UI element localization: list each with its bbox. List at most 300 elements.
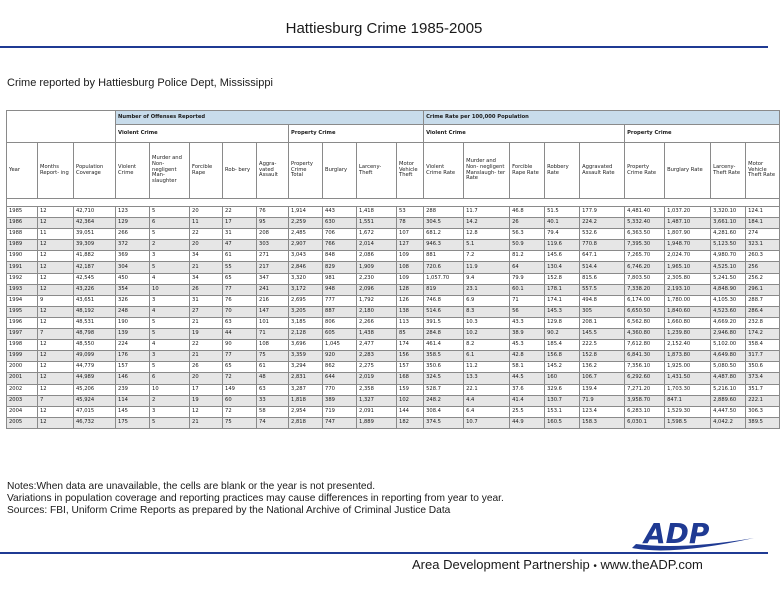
column-header-row [7,143,780,199]
footer-org: Area Development Partnership [412,557,590,572]
table-cell: 109 [397,273,424,284]
table-cell: 8.3 [464,306,510,317]
table-cell: 7,803.50 [625,273,665,284]
table-cell: 7.2 [464,251,510,262]
table-cell: 1992 [7,273,38,284]
table-cell: 647.1 [580,251,625,262]
footer [412,557,703,572]
table-cell: 19 [190,329,223,340]
table-cell: 2005 [7,417,38,428]
table-cell: 46,732 [74,417,116,428]
column-header: Property Crime Rate [625,143,665,199]
table-cell: 23.1 [464,284,510,295]
table-cell: 21 [190,351,223,362]
table-cell: 217 [257,262,289,273]
table-cell: 145.3 [545,306,580,317]
table-cell: 256.2 [746,273,780,284]
table-cell: 41,882 [74,251,116,262]
table-cell: 61 [223,251,257,262]
table-cell: 39,309 [74,240,116,251]
table-cell: 3 [150,406,190,417]
table-cell: 21 [190,317,223,328]
table-cell: 1,598.5 [665,417,711,428]
table-cell: 71 [510,295,545,306]
table-cell: 106.7 [580,373,625,384]
table-cell: 185.4 [545,340,580,351]
table-cell: 168 [397,373,424,384]
table-cell: 72 [223,406,257,417]
table-cell: 39,051 [74,229,116,240]
table-cell: 1,057.70 [424,273,464,284]
table-cell: 5,080.50 [711,362,746,373]
table-cell: 53 [397,207,424,218]
table-cell: 1,487.10 [665,218,711,229]
table-cell: 1,818 [289,395,323,406]
table-row [7,251,780,262]
table-cell: 6.4 [464,406,510,417]
table-cell: 5 [150,229,190,240]
footer-url[interactable]: www.theADP.com [600,557,703,572]
table-cell: 644 [323,373,357,384]
table-cell: 4 [150,273,190,284]
table-cell: 1,792 [357,295,397,306]
table-cell: 3,320 [289,273,323,284]
table-cell: 2,907 [289,240,323,251]
table-cell: 746.8 [424,295,464,306]
table-cell: 1989 [7,240,38,251]
column-header: Forcible Rape Rate [510,143,545,199]
table-cell: 156.8 [545,351,580,362]
table-cell: 7,271.20 [625,384,665,395]
table-cell: 248 [116,306,150,317]
table-cell: 770 [323,384,357,395]
table-cell: 174 [397,340,424,351]
table-cell: 12 [38,362,74,373]
table-cell: 2 [150,240,190,251]
table-cell: 12 [38,284,74,295]
table-cell: 6 [150,218,190,229]
table-cell: 37.6 [510,384,545,395]
table-cell: 10 [150,284,190,295]
table-cell: 308.4 [424,406,464,417]
table-cell: 20 [190,373,223,384]
table-cell: 4,447.50 [711,406,746,417]
table-cell: 241 [257,284,289,295]
footer-separator: • [593,561,597,572]
table-cell: 326 [116,295,150,306]
table-cell: 7,338.20 [625,284,665,295]
table-cell: 41.4 [510,395,545,406]
table-cell: 17 [190,384,223,395]
table-cell: 1,551 [357,218,397,229]
table-cell: 119.6 [545,240,580,251]
table-cell: 17 [223,218,257,229]
note-line: Variations in population coverage and reporting practices may cause differences in reporting from year to year. [7,493,504,504]
table-cell: 5,332.40 [625,218,665,229]
table-cell: 2,230 [357,273,397,284]
table-cell: 56.3 [510,229,545,240]
table-cell: 58 [257,406,289,417]
table-cell: 26 [190,362,223,373]
table-cell: 2,024.70 [665,251,711,262]
table-cell: 5 [150,417,190,428]
table-cell: 12 [38,373,74,384]
table-cell: 2,086 [357,251,397,262]
table-cell: 123 [116,207,150,218]
table-cell: 391.5 [424,317,464,328]
table-cell: 129 [116,218,150,229]
table-cell: 156 [397,351,424,362]
table-cell: 60.1 [510,284,545,295]
table-cell: 152.8 [580,351,625,362]
header-corner [7,111,116,143]
column-header: Motor Vehicle Theft Rate [746,143,780,199]
table-cell: 12 [38,351,74,362]
violent-crime-rate-header: Violent Crime [424,125,625,143]
table-cell: 4,487.80 [711,373,746,384]
table-cell: 22.1 [464,384,510,395]
table-cell: 13.3 [464,373,510,384]
table-cell: 881 [424,251,464,262]
table-cell: 31 [223,229,257,240]
table-cell: 136.2 [580,362,625,373]
table-cell: 139.4 [580,384,625,395]
table-cell: 43,651 [74,295,116,306]
table-cell: 354 [116,284,150,295]
table-cell: 19 [190,395,223,406]
table-cell: 26 [510,218,545,229]
table-cell: 11 [38,229,74,240]
table-cell: 720.6 [424,262,464,273]
table-cell: 42,364 [74,218,116,229]
table-cell: 178.1 [545,284,580,295]
table-cell: 48,798 [74,329,116,340]
table-cell: 528.7 [424,384,464,395]
table-cell: 12 [38,207,74,218]
table-cell: 20 [190,207,223,218]
table-cell: 45.3 [510,340,545,351]
table-cell: 7,612.80 [625,340,665,351]
column-header: Population Coverage [74,143,116,199]
table-cell: 2001 [7,373,38,384]
table-cell: 306.3 [746,406,780,417]
table-cell: 130.4 [545,262,580,273]
table-cell: 1997 [7,329,38,340]
table-cell: 3,185 [289,317,323,328]
table-cell: 5 [150,262,190,273]
table-row [7,262,780,273]
table-row [7,317,780,328]
table-cell: 152.8 [545,273,580,284]
table-row [7,306,780,317]
table-cell: 71 [257,329,289,340]
table-cell: 2,019 [357,373,397,384]
table-cell: 12 [38,240,74,251]
table-cell: 14.2 [464,218,510,229]
table-cell: 10.7 [464,417,510,428]
table-cell: 177.9 [580,207,625,218]
table-cell: 5,102.00 [711,340,746,351]
table-cell: 222.1 [746,395,780,406]
table-cell: 6,746.20 [625,262,665,273]
table-cell: 1998 [7,340,38,351]
table-cell: 42,710 [74,207,116,218]
table-cell: 862 [323,362,357,373]
table-cell: 77 [223,351,257,362]
table-cell: 2,128 [289,329,323,340]
table-cell: 256 [746,262,780,273]
table-cell: 1,840.60 [665,306,711,317]
table-subtitle: Crime reported by Hattiesburg Police Dept, Mississippi [7,77,273,89]
table-cell: 4,848.90 [711,284,746,295]
table-row [7,362,780,373]
note-line: Sources: FBI, Uniform Crime Reports as prepared by the National Archive of Criminal Justice Data [7,505,451,516]
table-cell: 113 [397,317,424,328]
column-header: Aggra- vated Assault [257,143,289,199]
table-cell: 123.4 [580,406,625,417]
table-cell: 44,989 [74,373,116,384]
table-row [7,340,780,351]
table-cell: 77 [223,284,257,295]
table-cell: 42,545 [74,273,116,284]
table-row [7,207,780,218]
table-cell: 4,281.60 [711,229,746,240]
table-cell: 4,105.30 [711,295,746,306]
table-cell: 70 [223,306,257,317]
table-cell: 373.4 [746,373,780,384]
table-cell: 1991 [7,262,38,273]
table-cell: 3,043 [289,251,323,262]
table-cell: 9 [38,295,74,306]
table-cell: 829 [323,262,357,273]
table-cell: 2,477 [357,340,397,351]
table-cell: 10.2 [464,329,510,340]
table-cell: 6.1 [464,351,510,362]
group-rates-header: Crime Rate per 100,000 Population [424,111,780,125]
table-cell: 147 [257,306,289,317]
table-cell: 48,531 [74,317,116,328]
table-cell: 44.9 [510,417,545,428]
table-cell: 305 [580,306,625,317]
table-cell: 175 [116,417,150,428]
table-cell: 79.9 [510,273,545,284]
column-header: Larceny- Theft Rate [711,143,746,199]
table-cell: 145.2 [545,362,580,373]
table-cell: 34 [190,251,223,262]
table-row [7,273,780,284]
table-cell: 948 [323,284,357,295]
table-cell: 42.8 [510,351,545,362]
table-cell: 56 [510,306,545,317]
table-cell: 1,045 [323,340,357,351]
table-cell: 58.1 [510,362,545,373]
column-header: Violent Crime Rate [424,143,464,199]
table-row [7,229,780,240]
table-cell: 4,980.70 [711,251,746,262]
table-cell: 5,241.50 [711,273,746,284]
table-cell: 33 [257,395,289,406]
table-cell: 706 [323,229,357,240]
table-cell: 324.5 [424,373,464,384]
table-cell: 232.8 [746,317,780,328]
table-cell: 64 [510,262,545,273]
table-cell: 75 [223,417,257,428]
table-cell: 124.1 [746,207,780,218]
table-cell: 848 [323,251,357,262]
table-cell: 45,924 [74,395,116,406]
table-cell: 4,481.40 [625,207,665,218]
table-cell: 2,014 [357,240,397,251]
table-cell: 145.5 [580,329,625,340]
table-cell: 76 [223,295,257,306]
table-cell: 450 [116,273,150,284]
table-cell: 2,180 [357,306,397,317]
table-cell: 5,123.50 [711,240,746,251]
table-cell: 770.8 [580,240,625,251]
table-cell: 284.8 [424,329,464,340]
table-cell: 4,360.80 [625,329,665,340]
table-cell: 1,925.00 [665,362,711,373]
table-cell: 2003 [7,395,38,406]
table-cell: 351.7 [746,384,780,395]
table-cell: 358.5 [424,351,464,362]
table-cell: 2,266 [357,317,397,328]
table-cell: 48,192 [74,306,116,317]
table-cell: 1,418 [357,207,397,218]
logo-text: ADP [644,517,710,550]
table-cell: 153.1 [545,406,580,417]
table-cell: 1,889 [357,417,397,428]
table-cell: 11.9 [464,262,510,273]
table-cell: 1,239.80 [665,329,711,340]
table-row [7,406,780,417]
table-cell: 372 [116,240,150,251]
table-cell: 5 [150,329,190,340]
table-cell: 51.5 [545,207,580,218]
table-cell: 27 [190,306,223,317]
table-cell: 12 [38,406,74,417]
table-cell: 222.5 [580,340,625,351]
table-cell: 208 [257,229,289,240]
table-cell: 107 [397,229,424,240]
table-cell: 45,206 [74,384,116,395]
table-cell: 90.2 [545,329,580,340]
table-cell: 138 [397,306,424,317]
table-cell: 12 [38,384,74,395]
table-cell: 43,226 [74,284,116,295]
table-cell: 145.6 [545,251,580,262]
table-cell: 10.3 [464,317,510,328]
table-cell: 12 [190,406,223,417]
table-cell: 48 [257,373,289,384]
table-row [7,384,780,395]
table-cell: 75 [257,351,289,362]
table-cell: 6 [150,373,190,384]
property-crime-rate-header: Property Crime [625,125,780,143]
column-header: Motor Vehicle Theft [397,143,424,199]
table-cell: 288.7 [746,295,780,306]
table-cell: 323.1 [746,240,780,251]
table-cell: 160 [545,373,580,384]
table-cell: 65 [223,273,257,284]
table-cell: 2,358 [357,384,397,395]
table-cell: 49,099 [74,351,116,362]
table-cell: 347 [257,273,289,284]
table-cell: 31 [190,295,223,306]
table-cell: 129.8 [545,317,580,328]
table-cell: 4,669.20 [711,317,746,328]
column-header: Rob- bery [223,143,257,199]
table-cell: 630 [323,218,357,229]
table-cell: 10 [150,384,190,395]
table-cell: 3,661.10 [711,218,746,229]
column-header: Larceny- Theft [357,143,397,199]
table-cell: 71.9 [580,395,625,406]
table-cell: 1,660.80 [665,317,711,328]
bottom-divider [0,552,768,554]
table-cell: 1995 [7,306,38,317]
table-cell: 159 [397,384,424,395]
table-cell: 8.2 [464,340,510,351]
table-row [7,295,780,306]
table-cell: 1996 [7,317,38,328]
table-cell: 2 [150,395,190,406]
table-cell: 605 [323,329,357,340]
table-cell: 4,523.60 [711,306,746,317]
table-cell: 44,779 [74,362,116,373]
table-cell: 304.5 [424,218,464,229]
table-cell: 21 [190,417,223,428]
table-cell: 74 [257,417,289,428]
table-cell: 7,356.10 [625,362,665,373]
table-cell: 81.2 [510,251,545,262]
table-cell: 2,091 [357,406,397,417]
table-cell: 50.9 [510,240,545,251]
table-cell: 4 [150,306,190,317]
table-cell: 2,152.40 [665,340,711,351]
table-cell: 766 [323,240,357,251]
table-cell: 4.4 [464,395,510,406]
table-cell: 3,320.10 [711,207,746,218]
table-cell: 1994 [7,295,38,306]
table-cell: 681.2 [424,229,464,240]
table-cell: 20 [190,240,223,251]
table-cell: 76 [257,207,289,218]
table-cell: 239 [116,384,150,395]
table-cell: 2,846 [289,262,323,273]
table-cell: 176 [116,351,150,362]
table-cell: 1,529.30 [665,406,711,417]
table-cell: 288 [424,207,464,218]
table-cell: 2002 [7,384,38,395]
table-cell: 557.5 [580,284,625,295]
page-title: Hattiesburg Crime 1985-2005 [285,20,483,37]
table-cell: 1985 [7,207,38,218]
table-cell: 7,395.30 [625,240,665,251]
column-header: Months Report- ing [38,143,74,199]
table-cell: 1,327 [357,395,397,406]
table-cell: 224.2 [580,218,625,229]
table-cell: 777 [323,295,357,306]
column-header: Forcible Rape [190,143,223,199]
table-row [7,240,780,251]
table-cell: 22 [223,207,257,218]
table-cell: 2,283 [357,351,397,362]
table-cell: 514.6 [424,306,464,317]
table-cell: 6,174.00 [625,295,665,306]
table-cell: 2,485 [289,229,323,240]
table-cell: 286.4 [746,306,780,317]
